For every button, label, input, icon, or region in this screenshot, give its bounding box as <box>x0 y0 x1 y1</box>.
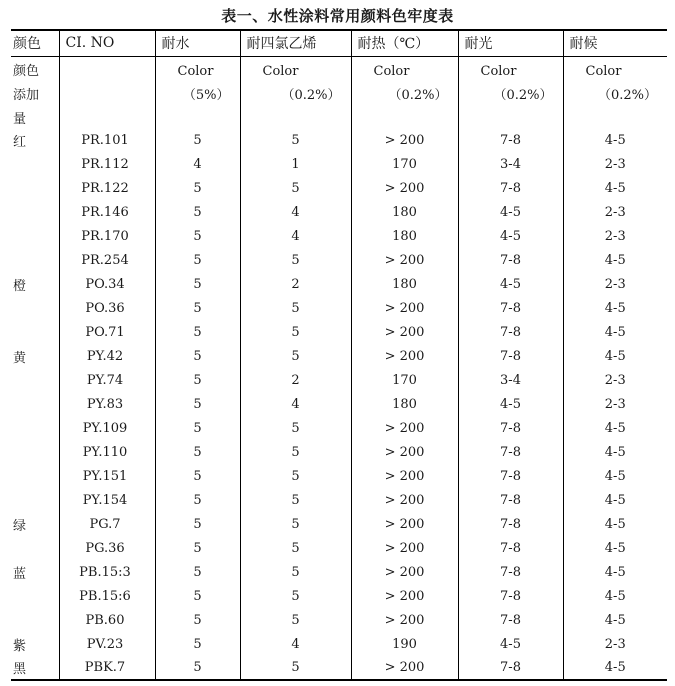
weather-fastness: 2-3 <box>563 368 667 392</box>
ci-number: PBK.7 <box>59 656 155 680</box>
table-row <box>11 392 667 416</box>
heat-resistance: > 200 <box>351 536 458 560</box>
pigment-color-group <box>11 224 59 248</box>
pigment-color-group <box>11 392 59 416</box>
water-fastness: 5 <box>155 392 240 416</box>
pigment-color-group: 红 <box>13 134 27 150</box>
water-fastness: 5 <box>155 584 240 608</box>
light-fastness: 7-8 <box>458 536 563 560</box>
ci-number: PY.154 <box>59 488 155 512</box>
pce-fastness: 2 <box>240 368 351 392</box>
pigment-color-group <box>11 296 59 320</box>
pce-fastness: 5 <box>240 584 351 608</box>
light-fastness: 7-8 <box>458 584 563 608</box>
ci-number: PR.112 <box>59 152 155 176</box>
ci-number: PY.109 <box>59 416 155 440</box>
table-row <box>11 200 667 224</box>
table-row <box>11 128 667 152</box>
table-row <box>11 224 667 248</box>
pce-fastness: 5 <box>240 176 351 200</box>
pigment-color-group <box>11 440 59 464</box>
water-fastness: 5 <box>155 224 240 248</box>
water-fastness: 5 <box>155 320 240 344</box>
weather-fastness: 2-3 <box>563 272 667 296</box>
light-fastness: 7-8 <box>458 464 563 488</box>
water-fastness: 5 <box>155 176 240 200</box>
pigment-color-group <box>11 416 59 440</box>
weather-fastness: 2-3 <box>563 392 667 416</box>
heat-resistance: > 200 <box>351 608 458 632</box>
table-row <box>11 584 667 608</box>
water-fastness: 5 <box>155 128 240 152</box>
pce-fastness: 5 <box>240 344 351 368</box>
water-fastness: 4 <box>155 152 240 176</box>
weather-fastness: 4-5 <box>563 296 667 320</box>
heat-resistance: > 200 <box>351 176 458 200</box>
pce-fastness: 5 <box>240 656 351 680</box>
light-fastness: 4-5 <box>458 632 563 656</box>
pce-fastness: 5 <box>240 608 351 632</box>
pce-fastness: 4 <box>240 224 351 248</box>
header-row <box>11 30 667 56</box>
pigment-color-group <box>11 248 59 272</box>
table-row <box>11 152 667 176</box>
add-color-light: Color <box>458 56 563 80</box>
weather-fastness: 2-3 <box>563 200 667 224</box>
water-fastness: 5 <box>155 416 240 440</box>
pce-fastness: 2 <box>240 272 351 296</box>
water-fastness: 5 <box>155 368 240 392</box>
pigment-color-group <box>11 608 59 632</box>
table-row <box>11 248 667 272</box>
ci-number: PG.7 <box>59 512 155 536</box>
pce-fastness: 4 <box>240 392 351 416</box>
heat-resistance: 180 <box>351 392 458 416</box>
add-row-1 <box>11 56 667 80</box>
pigment-color-group: 紫 <box>13 638 27 654</box>
add-row-2 <box>11 80 667 104</box>
ci-number: PY.110 <box>59 440 155 464</box>
pigment-color-group <box>11 536 59 560</box>
light-fastness: 7-8 <box>458 296 563 320</box>
table-row <box>11 368 667 392</box>
water-fastness: 5 <box>155 632 240 656</box>
heat-resistance: > 200 <box>351 464 458 488</box>
weather-fastness: 4-5 <box>563 560 667 584</box>
weather-fastness: 4-5 <box>563 248 667 272</box>
pce-fastness: 1 <box>240 152 351 176</box>
water-fastness: 5 <box>155 344 240 368</box>
weather-fastness: 4-5 <box>563 344 667 368</box>
ci-number: PG.36 <box>59 536 155 560</box>
pigment-color-group <box>11 584 59 608</box>
table-row <box>11 656 667 680</box>
heat-resistance: 190 <box>351 632 458 656</box>
add-color-water: Color <box>155 56 240 80</box>
light-fastness: 3-4 <box>458 368 563 392</box>
pce-fastness: 5 <box>240 296 351 320</box>
pigment-color-group <box>11 152 59 176</box>
ci-number: PB.15:6 <box>59 584 155 608</box>
water-fastness: 5 <box>155 608 240 632</box>
heat-resistance: 170 <box>351 368 458 392</box>
pigment-color-group <box>11 368 59 392</box>
light-fastness: 7-8 <box>458 320 563 344</box>
ci-number: PR.101 <box>59 128 155 152</box>
heat-resistance: 180 <box>351 224 458 248</box>
pce-fastness: 5 <box>240 320 351 344</box>
ci-number: PY.151 <box>59 464 155 488</box>
pce-fastness: 5 <box>240 512 351 536</box>
heat-resistance: 180 <box>351 200 458 224</box>
water-fastness: 5 <box>155 248 240 272</box>
water-fastness: 5 <box>155 440 240 464</box>
pigment-color-group: 黑 <box>11 656 59 680</box>
header-ci-no: CI. NO <box>59 30 155 56</box>
pigment-color-group <box>11 200 59 224</box>
water-fastness: 5 <box>155 272 240 296</box>
light-fastness: 4-5 <box>458 392 563 416</box>
table-row <box>11 512 667 536</box>
add-label-line3: 量 <box>13 112 27 127</box>
weather-fastness: 4-5 <box>563 536 667 560</box>
table-row <box>11 296 667 320</box>
heat-resistance: > 200 <box>351 416 458 440</box>
weather-fastness: 4-5 <box>563 584 667 608</box>
ci-number: PR.170 <box>59 224 155 248</box>
water-fastness: 5 <box>155 488 240 512</box>
light-fastness: 7-8 <box>458 416 563 440</box>
weather-fastness: 4-5 <box>563 176 667 200</box>
table-row <box>11 536 667 560</box>
water-fastness: 5 <box>155 560 240 584</box>
header-heat: 耐热（℃） <box>351 30 458 56</box>
table-row <box>11 440 667 464</box>
add-row-3 <box>11 104 667 128</box>
ci-number: PR.254 <box>59 248 155 272</box>
heat-resistance: > 200 <box>351 440 458 464</box>
weather-fastness: 4-5 <box>563 440 667 464</box>
light-fastness: 7-8 <box>458 656 563 680</box>
light-fastness: 4-5 <box>458 224 563 248</box>
add-pct-heat: （0.2%） <box>351 80 458 104</box>
pigment-color-group: 橙 <box>13 278 27 294</box>
header-color: 颜色 <box>11 30 59 56</box>
light-fastness: 7-8 <box>458 512 563 536</box>
heat-resistance: > 200 <box>351 128 458 152</box>
table-row <box>11 272 667 296</box>
light-fastness: 7-8 <box>458 488 563 512</box>
pigment-color-group <box>11 176 59 200</box>
table-row <box>11 608 667 632</box>
pigment-color-group: 黄 <box>13 350 27 366</box>
heat-resistance: > 200 <box>351 296 458 320</box>
table-title: 表一、水性涂料常用颜料色牢度表 <box>221 7 454 25</box>
add-pct-light: （0.2%） <box>458 80 563 104</box>
add-label-line2: 添加 <box>13 88 40 103</box>
pce-fastness: 5 <box>240 416 351 440</box>
table-row <box>11 488 667 512</box>
header-water: 耐水 <box>155 30 240 56</box>
weather-fastness: 4-5 <box>563 488 667 512</box>
ci-number: PB.60 <box>59 608 155 632</box>
weather-fastness: 4-5 <box>563 512 667 536</box>
table-row <box>11 176 667 200</box>
heat-resistance: > 200 <box>351 344 458 368</box>
add-pct-water: （5%） <box>155 80 240 104</box>
pce-fastness: 5 <box>240 248 351 272</box>
water-fastness: 5 <box>155 536 240 560</box>
header-light: 耐光 <box>458 30 563 56</box>
table-row <box>11 320 667 344</box>
light-fastness: 4-5 <box>458 272 563 296</box>
pce-fastness: 5 <box>240 128 351 152</box>
weather-fastness: 4-5 <box>563 656 667 680</box>
light-fastness: 7-8 <box>458 608 563 632</box>
weather-fastness: 4-5 <box>563 416 667 440</box>
heat-resistance: > 200 <box>351 248 458 272</box>
weather-fastness: 4-5 <box>563 128 667 152</box>
heat-resistance: > 200 <box>351 584 458 608</box>
ci-number: PB.15:3 <box>59 560 155 584</box>
light-fastness: 7-8 <box>458 344 563 368</box>
ci-number: PY.42 <box>59 344 155 368</box>
pce-fastness: 5 <box>240 488 351 512</box>
table-row <box>11 560 667 584</box>
heat-resistance: 170 <box>351 152 458 176</box>
add-color-heat: Color <box>351 56 458 80</box>
light-fastness: 7-8 <box>458 176 563 200</box>
table-row <box>11 344 667 368</box>
weather-fastness: 2-3 <box>563 224 667 248</box>
pce-fastness: 5 <box>240 560 351 584</box>
pigment-color-group <box>11 488 59 512</box>
add-color-pce: Color <box>240 56 351 80</box>
pce-fastness: 4 <box>240 632 351 656</box>
add-pct-weather: （0.2%） <box>563 80 667 104</box>
ci-number: PR.146 <box>59 200 155 224</box>
table-row <box>11 416 667 440</box>
header-weather: 耐候 <box>563 30 667 56</box>
light-fastness: 7-8 <box>458 128 563 152</box>
water-fastness: 5 <box>155 512 240 536</box>
ci-number: PY.74 <box>59 368 155 392</box>
ci-number: PV.23 <box>59 632 155 656</box>
water-fastness: 5 <box>155 200 240 224</box>
weather-fastness: 4-5 <box>563 608 667 632</box>
ci-number: PY.83 <box>59 392 155 416</box>
light-fastness: 3-4 <box>458 152 563 176</box>
weather-fastness: 4-5 <box>563 464 667 488</box>
pce-fastness: 5 <box>240 536 351 560</box>
fastness-table <box>11 29 667 681</box>
heat-resistance: > 200 <box>351 656 458 680</box>
header-pce: 耐四氯乙烯 <box>240 30 351 56</box>
pigment-color-group <box>11 320 59 344</box>
pigment-color-group: 绿 <box>13 518 27 534</box>
heat-resistance: > 200 <box>351 320 458 344</box>
water-fastness: 5 <box>155 464 240 488</box>
add-label-line1: 颜色 <box>13 64 40 79</box>
weather-fastness: 2-3 <box>563 152 667 176</box>
water-fastness: 5 <box>155 296 240 320</box>
light-fastness: 4-5 <box>458 200 563 224</box>
ci-number: PR.122 <box>59 176 155 200</box>
add-color-weather: Color <box>563 56 667 80</box>
ci-number: PO.71 <box>59 320 155 344</box>
ci-number: PO.36 <box>59 296 155 320</box>
pce-fastness: 4 <box>240 200 351 224</box>
heat-resistance: > 200 <box>351 560 458 584</box>
water-fastness: 5 <box>155 656 240 680</box>
pigment-color-group <box>11 464 59 488</box>
pce-fastness: 5 <box>240 440 351 464</box>
weather-fastness: 2-3 <box>563 632 667 656</box>
weather-fastness: 4-5 <box>563 320 667 344</box>
heat-resistance: 180 <box>351 272 458 296</box>
light-fastness: 7-8 <box>458 440 563 464</box>
pigment-color-group: 蓝 <box>13 566 27 582</box>
table-row <box>11 464 667 488</box>
add-pct-pce: （0.2%） <box>240 80 351 104</box>
ci-number: PO.34 <box>59 272 155 296</box>
heat-resistance: > 200 <box>351 488 458 512</box>
table-row <box>11 632 667 656</box>
heat-resistance: > 200 <box>351 512 458 536</box>
pce-fastness: 5 <box>240 464 351 488</box>
light-fastness: 7-8 <box>458 560 563 584</box>
light-fastness: 7-8 <box>458 248 563 272</box>
